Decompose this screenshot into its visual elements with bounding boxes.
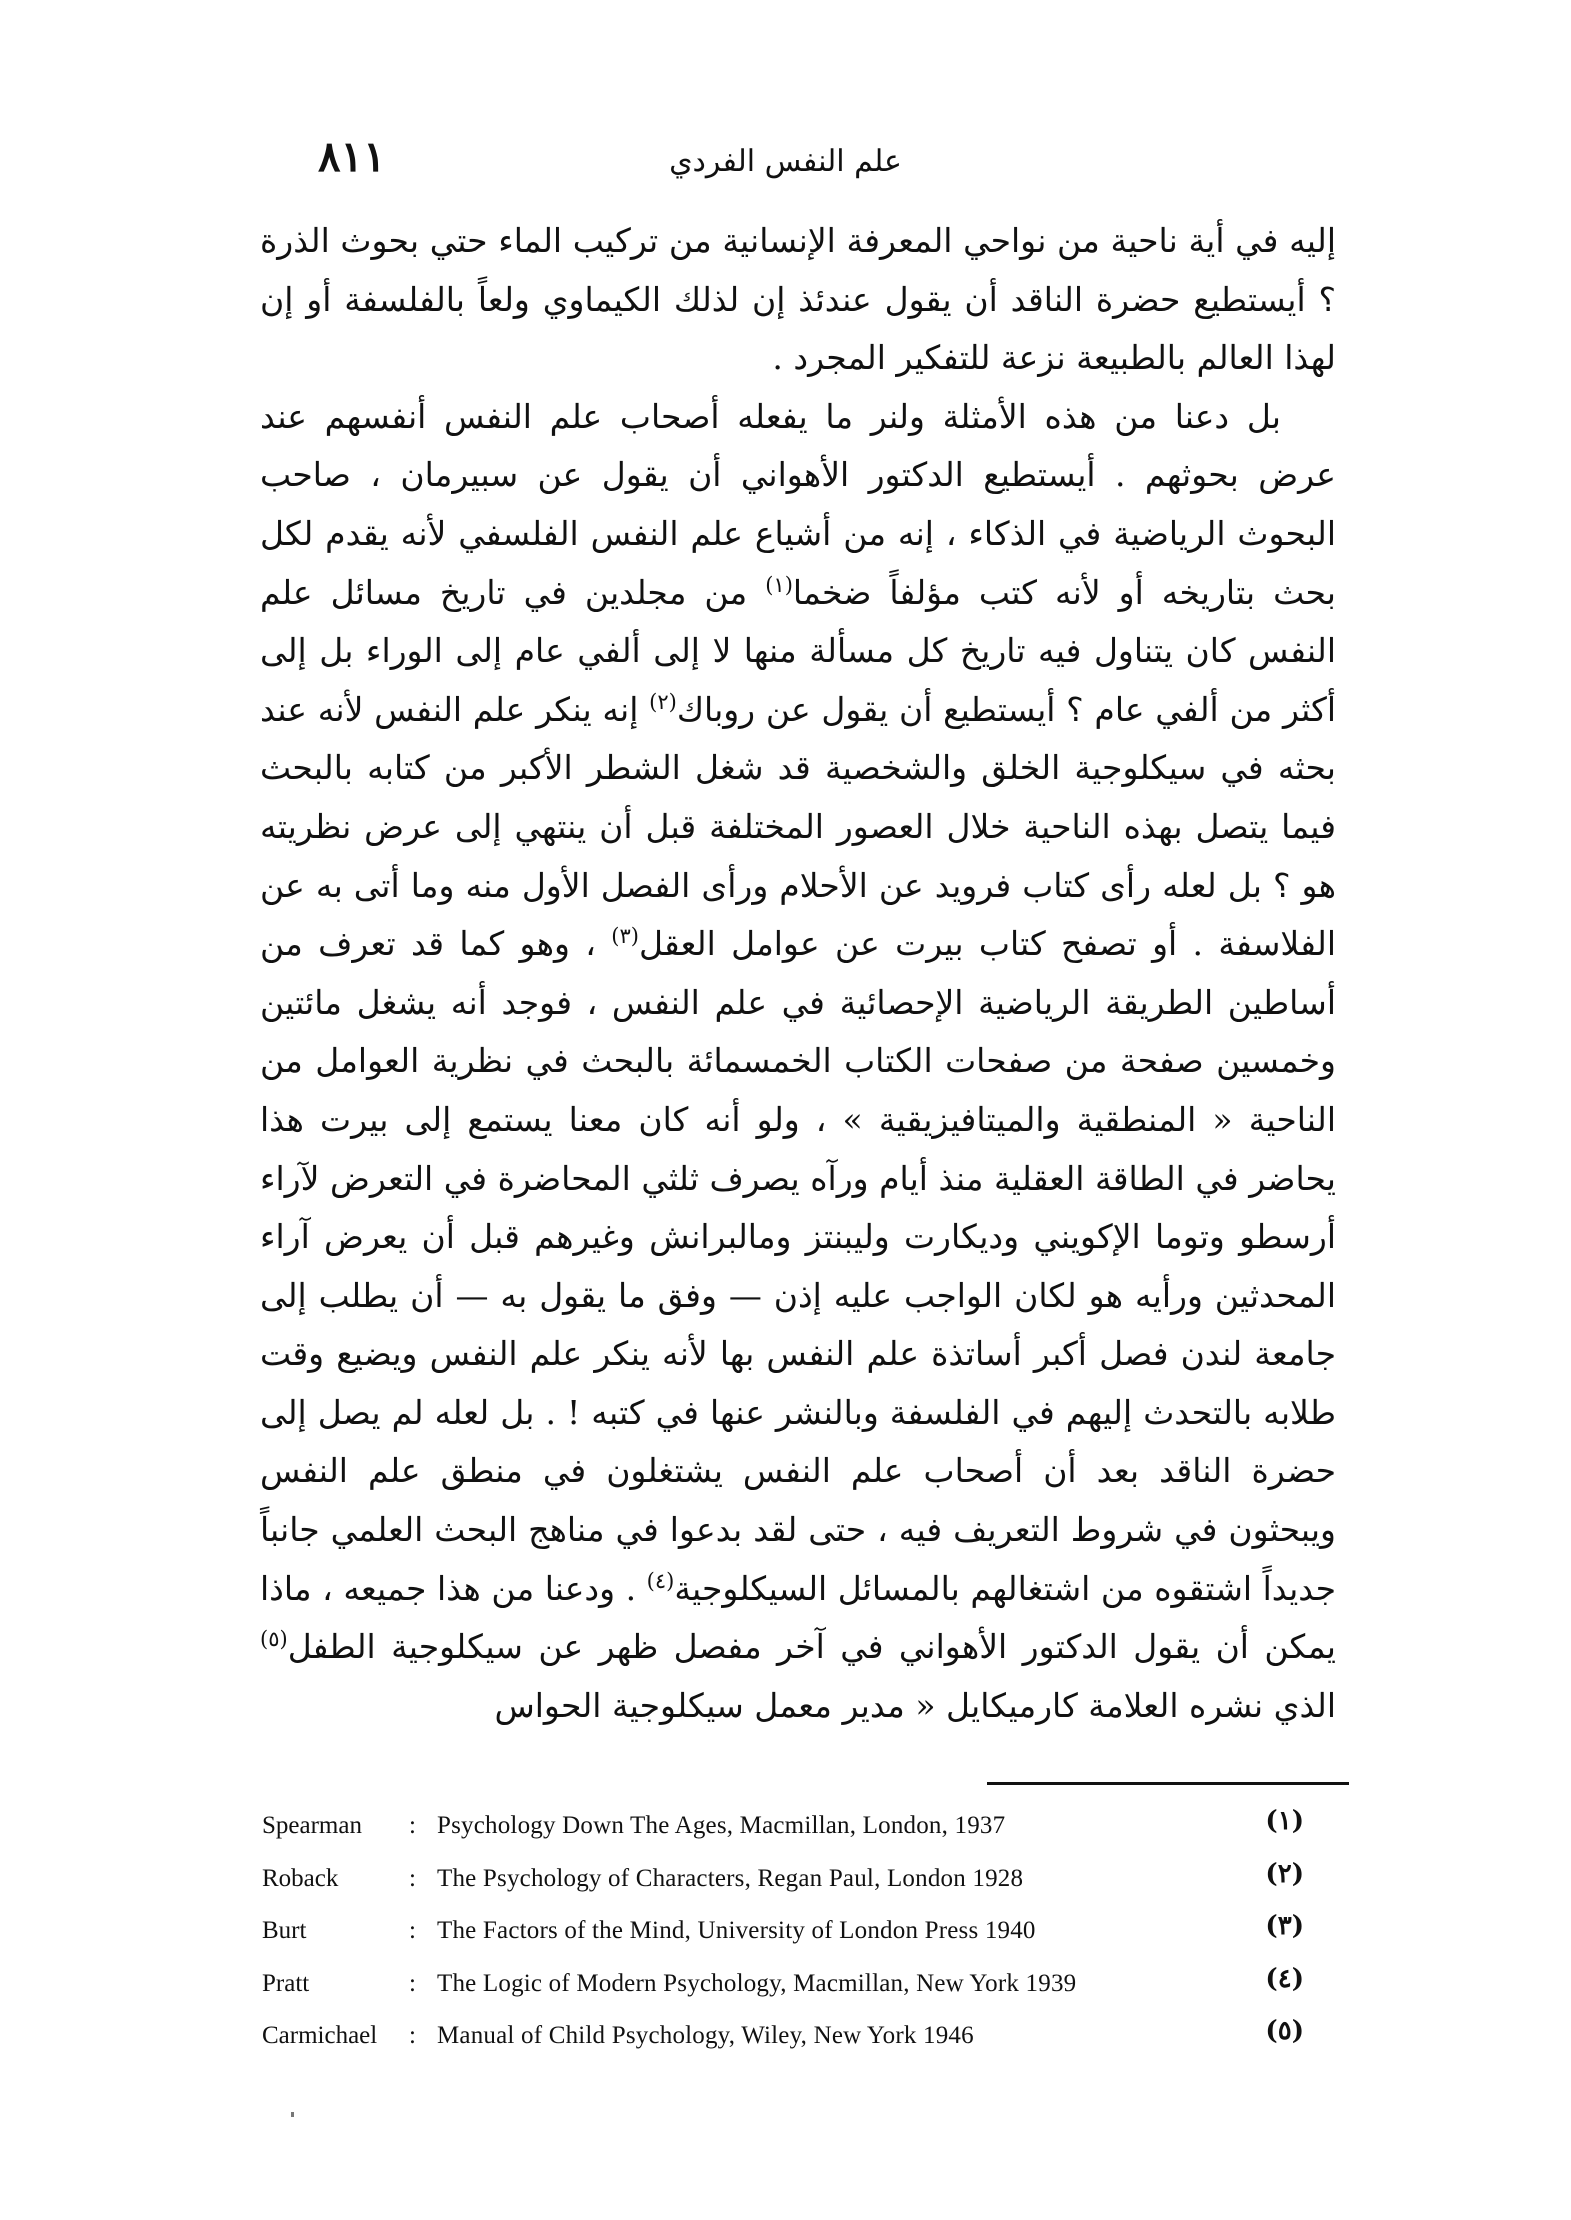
footnote-colon: : xyxy=(409,1969,416,1997)
footnote-number: (٢) xyxy=(1265,1858,1304,1889)
footnote-row xyxy=(262,2010,1342,2063)
note-marker-1: (١) xyxy=(765,572,793,597)
paragraph-2-part-3: إنه ينكر علم النفس لأنه عند بحثه في سيكلوجية الخلق والشخصية قد شغل الشطر الأكبر من كتابه بالبحث فيما يتصل بهذه الناحية خلال العصور المختلفة قبل أن ينتهي إلى عرض نظريته هو ؟ بل لعله رأى كتاب فرويد عن الأحلام ورأى الفصل الأول منه وما أتى به عن الفلاسفة . أو تصفح كتاب بيرت عن عوامل العقل xyxy=(260,689,1336,964)
paragraph-2-part-6: الذي نشره العلامة كارميكايل « مدير معمل سيكلوجية الحواس xyxy=(494,1685,1336,1725)
footnote-colon: : xyxy=(409,1812,416,1839)
note-marker-5: (٥) xyxy=(260,1627,288,1652)
page-number: ٨١١ xyxy=(318,132,386,181)
footnote-row xyxy=(262,1853,1342,1906)
footnote-author: Pratt xyxy=(262,1969,310,1997)
footnote-row xyxy=(262,1958,1342,2011)
footnote-reference: The Logic of Modern Psychology, Macmillan, New York 1939 xyxy=(437,1969,1077,1997)
footnote-divider xyxy=(987,1782,1349,1785)
paragraph-2 xyxy=(260,388,1336,1736)
note-marker-4: (٤) xyxy=(646,1568,675,1593)
paragraph-2-part-4: ، وهو كما قد تعرف من أساطين الطريقة الرياضية الإحصائية في علم النفس ، فوجد أنه يشغل مائتين وخمسين صفحة من صفحات الكتاب الخمسمائة بالبحث في نظرية العوامل من الناحية « المنطقية والميتافيزيقية » ، ولو أنه كان معنا يستمع إلى بيرت هذا يحاضر في الطاقة العقلية منذ أيام ورآه يصرف ثلثي المحاضرة في التعرض لآراء أرسطو وتوما الإكويني وديكارت وليبنتز ومالبرانش وغيرهم قبل أن يعرض آراء المحدثين ورأيه هو لكان الواجب عليه إذن — وفق ما يقول به — أن يطلب إلى جامعة لندن فصل أكبر أساتذة علم النفس بها لأنه ينكر علم النفس ويضيع وقت طلابه بالتحدث إليهم في الفلسفة وبالنشر عنها في كتبه ! . بل لعله لم يصل إلى حضرة الناقد بعد أن أصحاب علم النفس يشتغلون في منطق علم النفس ويبحثون في شروط التعريف فيه ، حتى لقد بدعوا في مناهج البحث العلمي جانباً جديداً اشتقوه من اشتغالهم بالمسائل السيكلوجية xyxy=(260,924,1336,1608)
footnote-colon: : xyxy=(409,2022,416,2049)
footnote-reference: The Factors of the Mind, University of London Press 1940 xyxy=(437,1917,1036,1944)
paragraph-2-part-2: من مجلدين في تاريخ مسائل علم النفس كان يتناول فيه تاريخ كل مسألة منها لا إلى ألفي عام إلى الوراء بل إلى أكثر من ألفي عام ؟ أيستطيع أن يقول عن روباك xyxy=(260,572,1336,729)
paragraph-2-part-5: . ودعنا من هذا جميعه ، ماذا يمكن أن يقول الدكتور الأهواني في آخر مفصل ظهر عن سيكلوجية الطفل xyxy=(260,1568,1336,1667)
footnotes xyxy=(262,1800,1342,2063)
paragraph-2-part-1: بل دعنا من هذه الأمثلة ولنر ما يفعله أصحاب علم النفس أنفسهم عند عرض بحوثهم . أيستطيع الدكتور الأهواني أن يقول عن سبيرمان ، صاحب البحوث الرياضية في الذكاء ، إنه من أشياع علم النفس الفلسفي لأنه يقدم لكل بحث بتاريخه أو لأنه كتب مؤلفاً ضخما xyxy=(260,396,1336,612)
footnote-author: Burt xyxy=(262,1917,307,1944)
paragraph-1: إليه في أية ناحية من نواحي المعرفة الإنسانية من تركيب الماء حتي بحوث الذرة ؟ أيستطيع حضرة الناقد أن يقول عندئذ إن لذلك الكيماوي ولعاً بالفلسفة أو إن لهذا العالم بالطبيعة نزعة للتفكير المجرد . xyxy=(260,221,1336,378)
running-title: علم النفس الفردي xyxy=(669,144,902,179)
body-text xyxy=(260,212,1336,1735)
footnote-author: Carmichael xyxy=(262,2022,378,2049)
scan-speck xyxy=(291,2112,294,2117)
footnote-colon: : xyxy=(409,1864,416,1892)
footnote-reference: Manual of Child Psychology, Wiley, New York 1946 xyxy=(437,2022,974,2049)
footnote-number: (١) xyxy=(1265,1806,1304,1836)
footnote-author: Roback xyxy=(262,1864,339,1892)
footnote-reference: The Psychology of Characters, Regan Paul, London 1928 xyxy=(437,1864,1024,1892)
footnote-number: (٣) xyxy=(1265,1911,1304,1941)
footnote-number: (٥) xyxy=(1265,2016,1304,2046)
footnote-colon: : xyxy=(409,1917,416,1944)
footnote-author: Spearman xyxy=(262,1812,362,1839)
footnote-row xyxy=(262,1800,1342,1853)
note-marker-3: (٣) xyxy=(611,924,639,949)
note-marker-2: (٢) xyxy=(649,689,677,714)
footnote-reference: Psychology Down The Ages, Macmillan, London, 1937 xyxy=(437,1812,1006,1839)
footnote-number: (٤) xyxy=(1265,1963,1304,1994)
footnote-row xyxy=(262,1905,1342,1958)
